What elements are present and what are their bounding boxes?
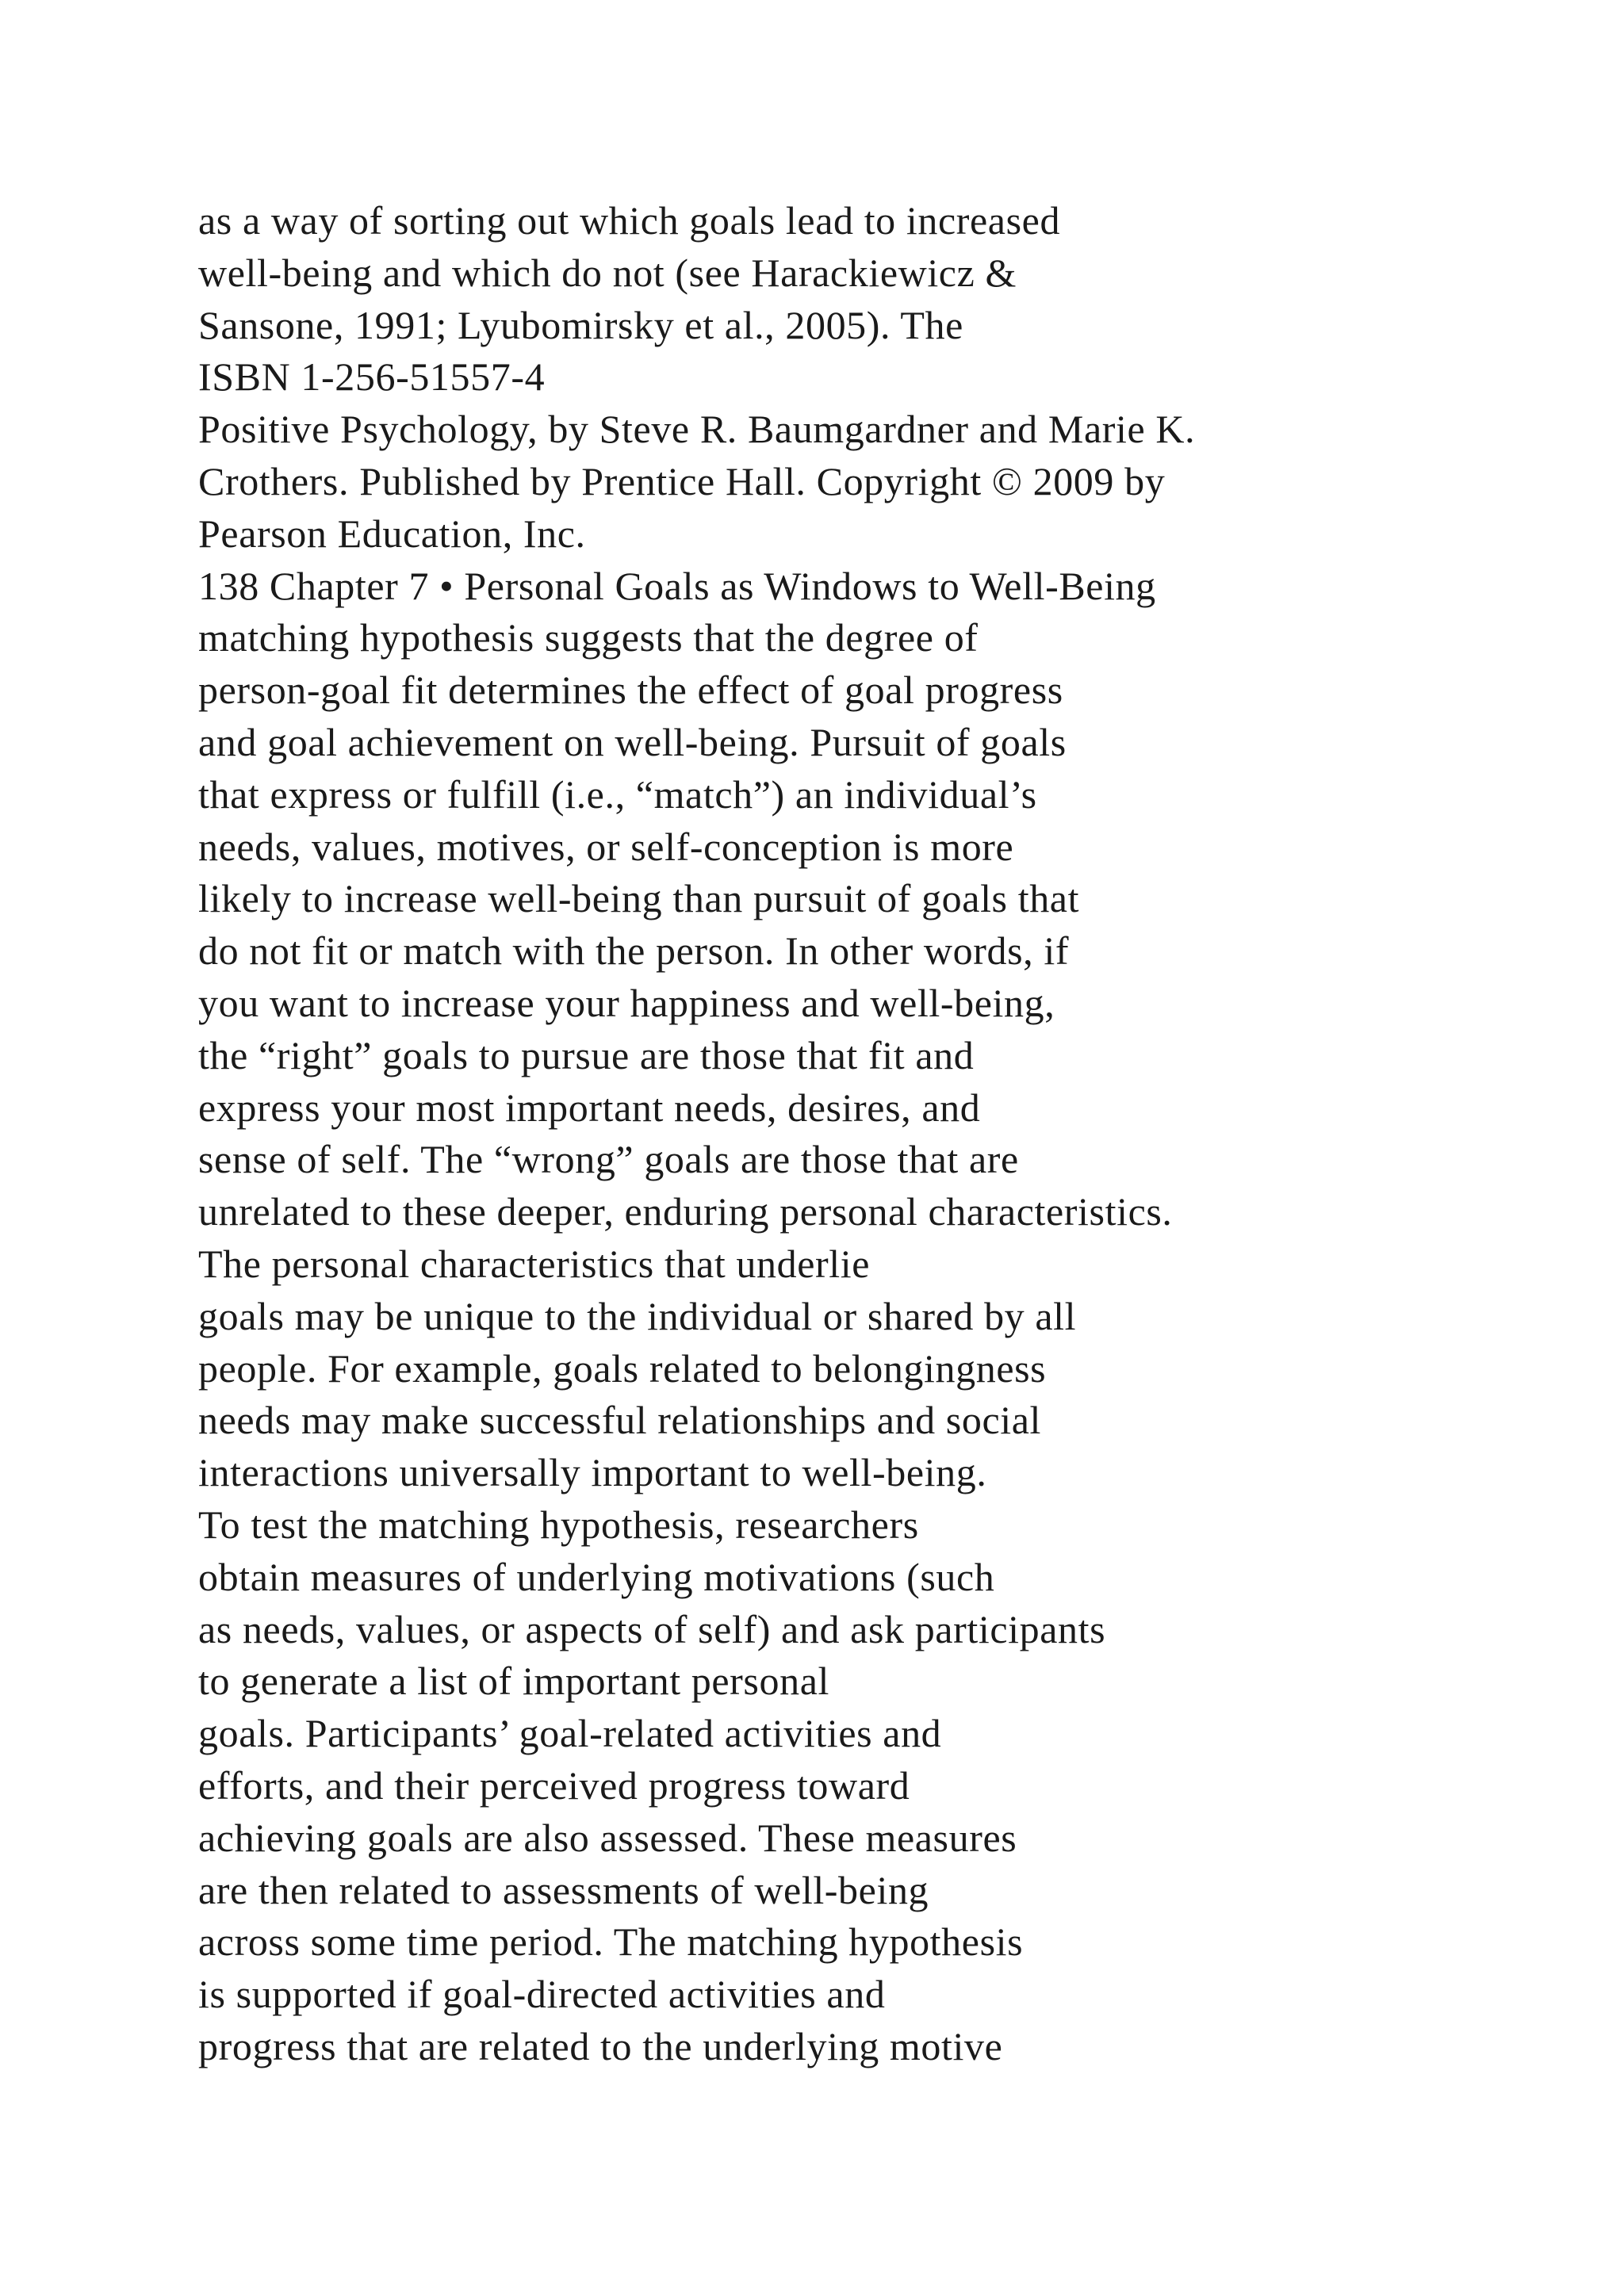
text-line: express your most important needs, desires, and: [198, 1085, 981, 1130]
copyright-line: Pearson Education, Inc.: [198, 511, 586, 556]
text-line: goals may be unique to the individual or shared by all: [198, 1293, 1077, 1338]
copyright-line: Positive Psychology, by Steve R. Baumgardner and Marie K.: [198, 407, 1196, 452]
text-line: goals. Participants’ goal-related activities and: [198, 1711, 942, 1756]
isbn-line: ISBN 1-256-51557-4: [198, 354, 546, 400]
text-line: do not fit or match with the person. In other words, if: [198, 928, 1070, 974]
text-line: efforts, and their perceived progress toward: [198, 1762, 910, 1808]
copyright-line: Crothers. Published by Prentice Hall. Copyright © 2009 by: [198, 458, 1166, 503]
text-line: likely to increase well-being than pursuit of goals that: [198, 876, 1080, 921]
text-line: To test the matching hypothesis, researchers: [198, 1502, 919, 1547]
text-line: you want to increase your happiness and well-being,: [198, 980, 1055, 1025]
body-text: [198, 195, 1594, 2073]
text-line: that express or fulfill (i.e., “match”) an individual’s: [198, 771, 1037, 817]
text-line: Sansone, 1991; Lyubomirsky et al., 2005). The: [198, 302, 963, 347]
text-line: obtain measures of underlying motivations (such: [198, 1554, 995, 1599]
text-line: unrelated to these deeper, enduring personal characteristics.: [198, 1189, 1173, 1234]
text-line: the “right” goals to pursue are those that fit and: [198, 1032, 975, 1077]
text-line: achieving goals are also assessed. These measures: [198, 1815, 1017, 1860]
text-line: well-being and which do not (see Harackiewicz &: [198, 250, 1017, 295]
running-header: 138 Chapter 7 • Personal Goals as Windows to Well-Being: [198, 563, 1156, 608]
text-line: as a way of sorting out which goals lead to increased: [198, 198, 1061, 243]
text-line: people. For example, goals related to belongingness: [198, 1345, 1047, 1391]
text-line: and goal achievement on well-being. Pursuit of goals: [198, 719, 1067, 764]
text-line: as needs, values, or aspects of self) and ask participants: [198, 1606, 1106, 1651]
text-line: matching hypothesis suggests that the degree of: [198, 615, 979, 660]
text-line: The personal characteristics that underlie: [198, 1241, 871, 1286]
text-line: interactions universally important to well-being.: [198, 1450, 987, 1495]
text-line: progress that are related to the underlying motive: [198, 2023, 1003, 2068]
text-line: needs, values, motives, or self-conception is more: [198, 824, 1014, 869]
text-line: needs may make successful relationships and social: [198, 1398, 1042, 1443]
text-line: is supported if goal-directed activities and: [198, 1972, 886, 2017]
text-line: across some time period. The matching hypothesis: [198, 1919, 1024, 1965]
text-line: person-goal fit determines the effect of goal progress: [198, 668, 1063, 713]
text-line: sense of self. The “wrong” goals are those that are: [198, 1137, 1019, 1182]
text-line: to generate a list of important personal: [198, 1659, 829, 1704]
text-line: are then related to assessments of well-being: [198, 1867, 929, 1912]
